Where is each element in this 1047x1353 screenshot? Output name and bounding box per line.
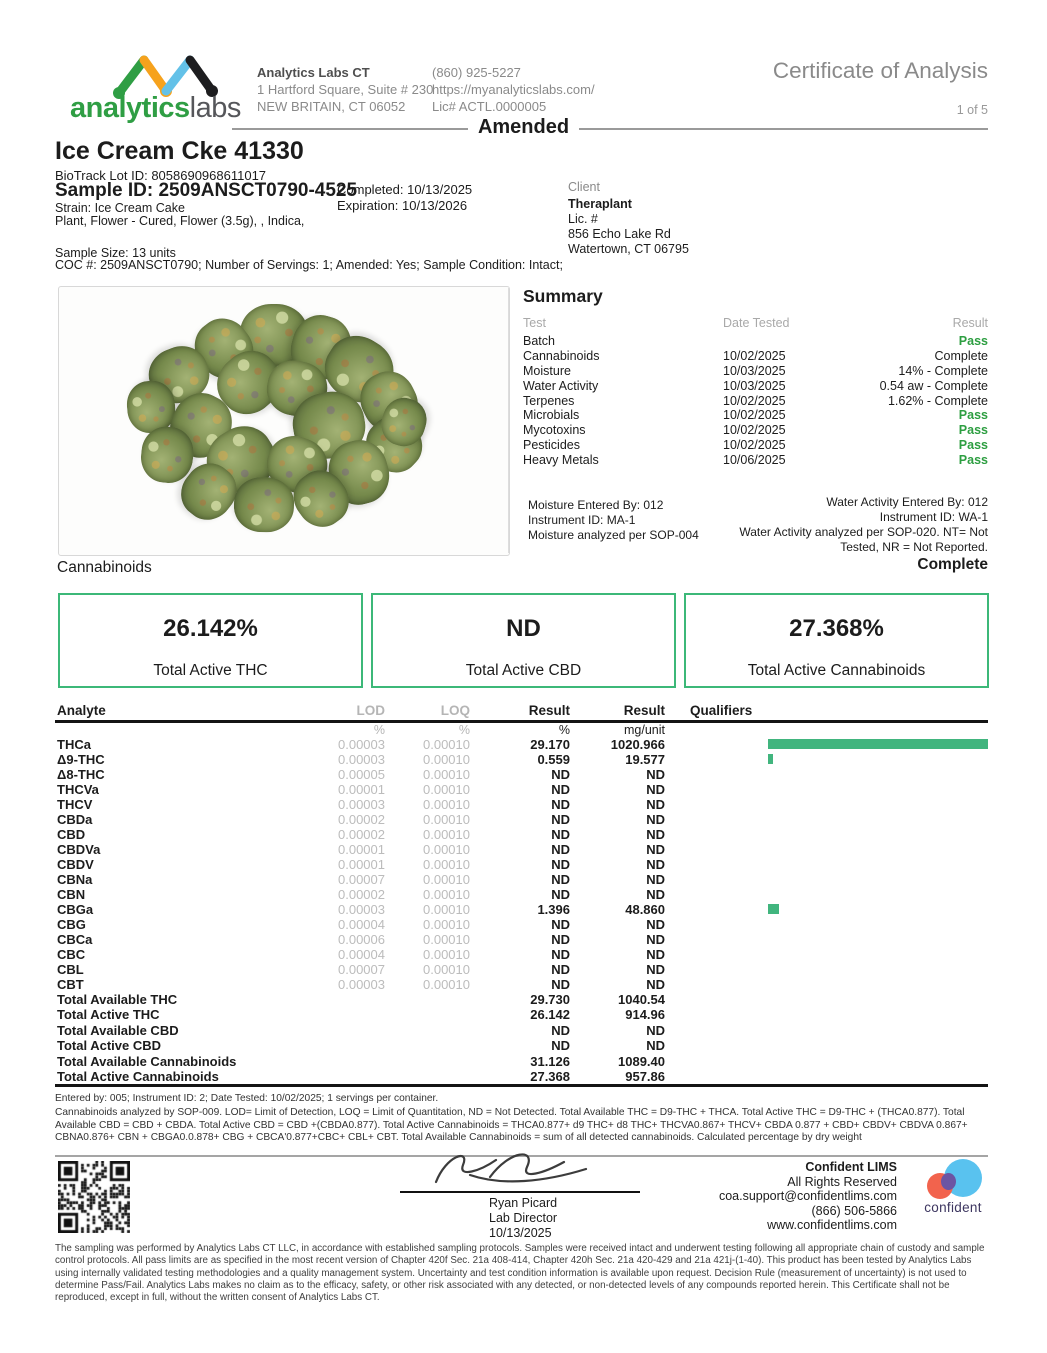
lims-line: coa.support@confidentlims.com — [718, 1189, 897, 1204]
analyte-row — [55, 977, 988, 992]
total-pct: ND — [551, 1022, 570, 1038]
moisture-note-line: Moisture analyzed per SOP-004 — [528, 528, 699, 542]
col-lod: LOD — [356, 703, 385, 718]
analyte-row — [55, 857, 988, 872]
summary-header-row — [523, 316, 988, 332]
biotrack-lot: BioTrack Lot ID: 8058690968611017 — [55, 168, 267, 183]
analyte-lod: 0.00003 — [338, 737, 385, 752]
analyte-row — [55, 902, 988, 917]
total-label: Total Available THC — [57, 992, 178, 1007]
analyte-lod: 0.00005 — [338, 767, 385, 782]
analyte-loq: 0.00010 — [423, 827, 470, 842]
completed-date: Completed: 10/13/2025 — [337, 182, 473, 197]
doc-title: Certificate of Analysis — [772, 58, 988, 83]
total-pct: 31.126 — [530, 1053, 570, 1069]
analyte-result-pct: ND — [551, 857, 570, 872]
analyte-lod: 0.00002 — [338, 812, 385, 827]
qr-code — [58, 1161, 130, 1233]
analyte-result-mg: 48.860 — [625, 902, 665, 917]
analyte-lod: 0.00003 — [338, 797, 385, 812]
total-rows — [55, 992, 988, 1084]
analyte-row — [55, 827, 988, 842]
analyte-result-mg: ND — [646, 917, 665, 932]
unit-result-mg: mg/unit — [624, 723, 665, 737]
analyte-result-mg: ND — [646, 797, 665, 812]
amended-banner-wrap — [0, 116, 1047, 139]
lab-contact-block — [432, 64, 595, 115]
lims-line: www.confidentlims.com — [767, 1218, 897, 1233]
analyte-loq: 0.00010 — [423, 872, 470, 887]
analyte-result-mg: ND — [646, 812, 665, 827]
analyte-result-pct: 29.170 — [530, 737, 570, 752]
logo-text-labs: labs — [189, 92, 241, 124]
total-pct: ND — [551, 1038, 570, 1054]
analyte-result-mg: ND — [646, 857, 665, 872]
analyte-loq: 0.00010 — [423, 782, 470, 797]
water-note-line: Water Activity Entered By: 012 — [826, 495, 988, 509]
summary-row — [523, 423, 988, 438]
summary-test: Batch — [523, 334, 555, 348]
client-label: Client — [568, 180, 600, 194]
summary-row — [523, 408, 988, 423]
analyte-lod: 0.00003 — [338, 977, 385, 992]
analyte-name: CBNa — [57, 872, 93, 887]
summary-row — [523, 349, 988, 364]
coc-line: COC #: 2509ANSCT0790; Number of Servings: 1; Amended: Yes; Sample Condition: Intact; — [55, 258, 563, 272]
analyte-lod: 0.00001 — [338, 857, 385, 872]
qualifier-bar — [768, 754, 773, 764]
analyte-result-pct: ND — [551, 947, 570, 962]
summary-title: Summary — [523, 286, 603, 306]
total-active-cbd-box — [371, 593, 676, 688]
cannabis-bud — [234, 477, 295, 533]
analyte-loq: 0.00010 — [423, 797, 470, 812]
summary-test: Mycotoxins — [523, 423, 586, 438]
sample-id: Sample ID: 2509ANSCT0790-4525 — [55, 180, 358, 201]
summary-date: 10/02/2025 — [723, 438, 786, 453]
analyte-name: CBG — [57, 917, 86, 932]
analyte-name: CBDV — [57, 857, 94, 872]
analyte-loq: 0.00010 — [423, 887, 470, 902]
analyte-name: THCa — [57, 737, 91, 752]
total-active-cannabinoids-box — [684, 593, 989, 688]
analyte-lod: 0.00003 — [338, 752, 385, 767]
total-row — [55, 1069, 988, 1084]
analyte-lod: 0.00004 — [338, 917, 385, 932]
analyte-lod: 0.00001 — [338, 782, 385, 797]
analyte-result-mg: ND — [646, 932, 665, 947]
summary-test: Pesticides — [523, 438, 580, 453]
total-mg: 957.86 — [625, 1068, 665, 1084]
summary-section — [523, 286, 988, 468]
units-row — [55, 723, 988, 737]
analyte-result-pct: 1.396 — [537, 902, 570, 917]
sample-photo — [58, 286, 510, 556]
unit-result-pct: % — [558, 723, 570, 737]
analyte-result-pct: ND — [551, 932, 570, 947]
summary-test: Cannabinoids — [523, 348, 600, 363]
col-qualifiers: Qualifiers — [690, 703, 753, 718]
analyte-lod: 0.00002 — [338, 827, 385, 842]
total-active-thc-value: 26.142% — [163, 615, 258, 642]
col-result-mg: Result — [623, 703, 665, 718]
analyte-name: Δ9-THC — [57, 752, 105, 767]
analyte-result-pct: ND — [551, 812, 570, 827]
analyte-name: THCVa — [57, 782, 99, 797]
product-type: Plant, Flower - Cured, Flower (3.5g), , Indica, — [55, 214, 305, 228]
analyte-loq: 0.00010 — [423, 902, 470, 917]
moisture-note-line: Instrument ID: MA-1 — [528, 513, 636, 527]
total-pct: 26.142 — [530, 1007, 570, 1023]
total-label: Total Active CBD — [57, 1038, 162, 1054]
strain: Strain: Ice Cream Cake — [55, 201, 185, 215]
expiration-date: Expiration: 10/13/2026 — [337, 198, 468, 213]
analyte-result-pct: ND — [551, 827, 570, 842]
signer-title: Lab Director — [489, 1211, 558, 1225]
summary-test: Water Activity — [523, 378, 599, 393]
analyte-name: CBGa — [57, 902, 94, 917]
analyte-result-mg: ND — [646, 767, 665, 782]
total-row — [55, 1038, 988, 1053]
cannabinoid-table-header — [55, 703, 988, 720]
col-analyte: Analyte — [57, 703, 106, 718]
analyte-result-pct: ND — [551, 917, 570, 932]
analyte-result-mg: ND — [646, 887, 665, 902]
analyte-lod: 0.00006 — [338, 932, 385, 947]
analyte-result-mg: 19.577 — [625, 752, 665, 767]
summary-test: Terpenes — [523, 393, 575, 408]
analyte-name: CBL — [57, 962, 84, 977]
moisture-note-line: Moisture Entered By: 012 — [528, 498, 664, 512]
water-note-line: Tested, NR = Not Reported. — [840, 540, 988, 554]
total-pct: 29.730 — [530, 992, 570, 1007]
analyte-result-mg: ND — [646, 842, 665, 857]
analyte-row — [55, 887, 988, 902]
summary-col-test: Test — [523, 316, 546, 330]
water-activity-note — [688, 495, 988, 555]
summary-date: 10/03/2025 — [723, 378, 786, 393]
table-bottom-rule — [55, 1084, 988, 1087]
client-name: Theraplant — [568, 197, 632, 211]
client-address-1: 856 Echo Lake Rd — [568, 227, 671, 241]
sample-name: Ice Cream Cke 41330 — [55, 137, 304, 165]
summary-col-result: Result — [952, 316, 988, 330]
total-active-cannabinoids-label: Total Active Cannabinoids — [747, 662, 926, 679]
analyte-row — [55, 842, 988, 857]
col-loq: LOQ — [440, 703, 470, 718]
analyte-row — [55, 917, 988, 932]
lab-address-1: 1 Hartford Square, Suite # 230 — [257, 82, 434, 97]
analyte-result-pct: ND — [551, 842, 570, 857]
col-result-pct: Result — [528, 703, 570, 718]
summary-result: Pass — [958, 438, 988, 453]
analyte-result-mg: ND — [646, 947, 665, 962]
lab-license: Lic# ACTL.0000005 — [432, 99, 547, 114]
total-active-thc-label: Total Active THC — [153, 662, 268, 679]
summary-result: Complete — [934, 348, 988, 363]
analyte-loq: 0.00010 — [423, 977, 470, 992]
lims-line: All Rights Reserved — [787, 1174, 897, 1189]
analyte-result-pct: ND — [551, 872, 570, 887]
qualifier-bar — [768, 739, 988, 749]
analyte-loq: 0.00010 — [423, 932, 470, 947]
analyte-row — [55, 962, 988, 977]
total-active-cbd-label: Total Active CBD — [465, 662, 582, 679]
total-active-thc-box — [58, 593, 363, 688]
summary-result: Pass — [958, 408, 988, 423]
lab-address-block — [257, 64, 433, 115]
summary-result: 1.62% - Complete — [887, 393, 988, 408]
analyte-result-pct: ND — [551, 962, 570, 977]
analyte-result-pct: ND — [551, 782, 570, 797]
summary-date: 10/03/2025 — [723, 363, 786, 378]
total-mg: 1040.54 — [618, 992, 665, 1007]
analyte-name: CBD — [57, 827, 86, 842]
summary-date: 10/02/2025 — [723, 348, 786, 363]
signer-name: Ryan Picard — [489, 1196, 558, 1210]
lims-block — [600, 1160, 897, 1233]
summary-result: 0.54 aw - Complete — [879, 378, 988, 393]
amended-banner: Amended — [468, 116, 579, 138]
logo-text-analytics: analytics — [70, 92, 190, 124]
analyte-row — [55, 752, 988, 767]
analyte-row — [55, 872, 988, 887]
total-active-cbd-value: ND — [506, 615, 541, 642]
analyte-name: CBN — [57, 887, 86, 902]
analyte-name: CBC — [57, 947, 86, 962]
analyte-name: CBT — [57, 977, 84, 992]
analyte-loq: 0.00010 — [423, 857, 470, 872]
cannabinoids-status: Complete — [917, 556, 988, 573]
summary-divider — [508, 288, 509, 553]
qualifier-bar — [768, 904, 779, 914]
summary-date: 10/02/2025 — [723, 423, 786, 438]
total-row — [55, 1054, 988, 1069]
lab-phone: (860) 925-5227 — [432, 65, 521, 80]
cannabinoid-table — [55, 703, 988, 1146]
total-row — [55, 992, 988, 1007]
summary-row — [523, 334, 988, 349]
summary-result: 14% - Complete — [898, 363, 988, 378]
analyte-result-mg: ND — [646, 827, 665, 842]
total-row — [55, 1023, 988, 1038]
analyte-result-mg: ND — [646, 872, 665, 887]
analyte-row — [55, 947, 988, 962]
analyte-loq: 0.00010 — [423, 917, 470, 932]
table-footnote: Entered by: 005; Instrument ID: 2; Date Tested: 10/02/2025; 1 servings per container. — [55, 1093, 439, 1105]
confident-logo-text: confident — [924, 1200, 982, 1215]
lab-address-2: NEW BRITAIN, CT 06052 — [257, 99, 406, 114]
analyte-row — [55, 767, 988, 782]
summary-rows — [523, 334, 988, 468]
analyte-loq: 0.00010 — [423, 737, 470, 752]
total-label: Total Active THC — [57, 1007, 160, 1023]
summary-row — [523, 438, 988, 453]
summary-row — [523, 453, 988, 468]
analyte-result-mg: ND — [646, 962, 665, 977]
client-block — [568, 180, 689, 257]
signature-date: 10/13/2025 — [489, 1226, 552, 1240]
total-row — [55, 1007, 988, 1022]
total-active-cannabinoids-value: 27.368% — [789, 615, 884, 642]
summary-result: Pass — [958, 453, 988, 468]
analyte-lod: 0.00007 — [338, 872, 385, 887]
analyte-loq: 0.00010 — [423, 752, 470, 767]
unit-loq: % — [458, 723, 470, 737]
analyte-loq: 0.00010 — [423, 767, 470, 782]
lab-website: https://myanalyticslabs.com/ — [432, 82, 595, 97]
total-mg: 914.96 — [625, 1007, 665, 1023]
analyte-result-mg: ND — [646, 977, 665, 992]
analyte-row — [55, 737, 988, 752]
legal-disclaimer: The sampling was performed by Analytics Labs CT LLC, in accordance with established sampling protocols. Samples were received intact and underwent testing following all appropriate chain of custody and sample control protocols. All pass limits are as specified in the most recent version of Chapter 420f Sec. 21a 408-414, Chapter 420h Sec. 21a 420-429 and 21a 421j-(1-40). This product has been tested by Analytics Labs using internally validated testing methodologies and a quality management system. Uncertainty and test condition information is available upon request. Decision Rule (measurement of uncertainty) is not used to determine Pass/Fail. Analytics Labs makes no claim as to the efficacy, safety, or other risk associated with any detected, or non-detected levels of any compounds reported herein. This Certificate shall not be reproduced, except in full, without the written consent of Analytics Labs CT. — [55, 1243, 985, 1304]
analyte-row — [55, 812, 988, 827]
summary-result: Pass — [958, 334, 988, 348]
lab-name: Analytics Labs CT — [257, 65, 370, 80]
analyte-row — [55, 782, 988, 797]
analyte-result-mg: ND — [646, 782, 665, 797]
summary-row — [523, 394, 988, 409]
summary-test: Heavy Metals — [523, 453, 599, 468]
analyte-row — [55, 932, 988, 947]
unit-lod: % — [373, 723, 385, 737]
analyte-result-pct: ND — [551, 767, 570, 782]
confident-lims-logo — [915, 1158, 991, 1200]
client-license: Lic. # — [568, 212, 598, 226]
cannabinoids-section-label: Cannabinoids — [57, 559, 152, 576]
lims-line: Confident LIMS — [805, 1160, 897, 1174]
summary-row — [523, 364, 988, 379]
analyte-loq: 0.00010 — [423, 947, 470, 962]
summary-date: 10/02/2025 — [723, 408, 786, 423]
summary-test: Moisture — [523, 363, 571, 378]
analyte-result-pct: ND — [551, 887, 570, 902]
total-label: Total Available CBD — [57, 1022, 179, 1038]
total-mg: ND — [646, 1022, 665, 1038]
lims-line: (866) 506-5866 — [811, 1203, 897, 1218]
analyte-lod: 0.00001 — [338, 842, 385, 857]
total-mg: 1089.40 — [618, 1053, 665, 1069]
summary-row — [523, 379, 988, 394]
analyte-loq: 0.00010 — [423, 812, 470, 827]
signature-block — [489, 1196, 557, 1241]
summary-result: Pass — [958, 423, 988, 438]
analyte-name: CBDa — [57, 812, 93, 827]
signature-glyph — [428, 1146, 598, 1192]
table-footnote: Cannabinoids analyzed by SOP-009. LOD= Limit of Detection, LOQ = Limit of Quantitation, ND = Not Detected. Total Available THC = D9-THC + THCA. Total Active THC = D9-THC + (THCA0.877). Total Available CBD = CBD + CBDA. Total Active CBD = CBD +(CBDA0.877). Total Active Cannabinoids = THCA0.877+ d9 THC+ d8 THC+ THCVA0.867+ THCV+ CBDA 0.877 + CBD+ CBDV+ CBDVA 0.867+ CBNA0.876+ CBN + CBGA0.0.878+ CBG + CBCA'0.877+CBC+ CBL+ CBT. Total Available Cannabinoids = sum of all detected cannabinoids. Calculated percentage by dry weight — [55, 1106, 968, 1144]
analyte-lod: 0.00003 — [338, 902, 385, 917]
summary-test: Microbials — [523, 408, 580, 423]
analyte-lod: 0.00004 — [338, 947, 385, 962]
analyte-name: CBDVa — [57, 842, 101, 857]
water-note-line: Water Activity analyzed per SOP-020. NT= Not — [739, 525, 988, 539]
total-label: Total Available Cannabinoids — [57, 1053, 237, 1069]
client-address-2: Watertown, CT 06795 — [568, 242, 689, 256]
analyte-name: CBCa — [57, 932, 93, 947]
analyte-rows — [55, 737, 988, 992]
analyte-row — [55, 797, 988, 812]
analyte-loq: 0.00010 — [423, 842, 470, 857]
summary-date: 10/06/2025 — [723, 453, 786, 468]
page-indicator: 1 of 5 — [956, 103, 988, 117]
analyte-name: Δ8-THC — [57, 767, 105, 782]
summary-col-date: Date Tested — [723, 316, 790, 330]
total-label: Total Active Cannabinoids — [57, 1068, 219, 1084]
water-note-line: Instrument ID: WA-1 — [879, 510, 988, 524]
analyte-lod: 0.00007 — [338, 962, 385, 977]
total-mg: ND — [646, 1038, 665, 1054]
analyte-result-mg: 1020.966 — [610, 737, 665, 752]
analyte-loq: 0.00010 — [423, 962, 470, 977]
analyte-name: THCV — [57, 797, 93, 812]
analyte-lod: 0.00002 — [338, 887, 385, 902]
sample-size: Sample Size: 13 units — [55, 246, 176, 260]
summary-date: 10/02/2025 — [723, 393, 786, 408]
analyte-result-pct: ND — [551, 797, 570, 812]
analyte-result-pct: 0.559 — [537, 752, 570, 767]
total-pct: 27.368 — [530, 1068, 570, 1084]
table-footnotes — [55, 1093, 988, 1144]
analyte-result-pct: ND — [551, 977, 570, 992]
